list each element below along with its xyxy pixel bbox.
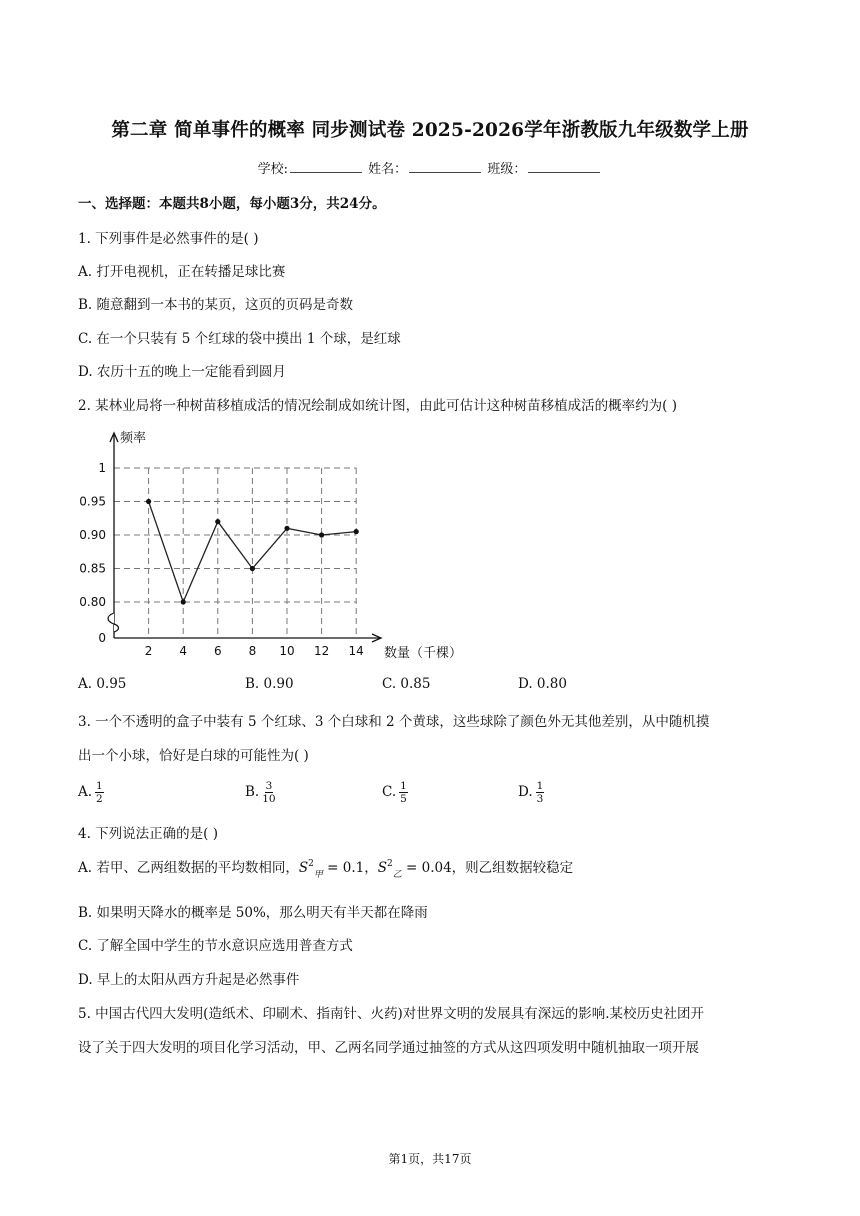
variance-exponent-2: 2	[386, 859, 393, 869]
x-axis-title: 数量（千棵）	[384, 646, 463, 661]
fraction-d-denominator: 3	[536, 793, 544, 805]
x-tick-label-2: 6	[213, 644, 222, 658]
variance-value-2: = 0.04，则乙组数据较稳定	[401, 860, 574, 876]
x-tick-label-4: 10	[279, 644, 295, 658]
question-5-line-2: 设了关于四大发明的项目化学习活动，甲、乙两名同学通过抽签的方式从这四项发明中随机抽取一项开展	[78, 1040, 699, 1056]
fraction-d-numerator: 1	[536, 780, 544, 792]
section-heading: 一、选择题：本题共8小题，每小题3分，共24分。	[78, 196, 386, 212]
y-tick-label-4: 0.80	[79, 595, 106, 609]
question-5-line-1: 5. 中国古代四大发明(造纸术、印刷术、指南针、火药)对世界文明的发展具有深远的影响.某校历史社团开	[78, 1006, 704, 1022]
variance-subscript-1: 甲	[313, 870, 323, 880]
option-d-label: D.	[518, 784, 533, 800]
variance-value-1: = 0.1，	[322, 860, 378, 876]
question-3-stem-line-1: 3. 一个不透明的盒子中装有 5 个红球、3 个白球和 2 个黄球，这些球除了颜色外无其他差别，从中随机摸	[78, 714, 710, 730]
y-axis-title: 频率	[120, 431, 147, 446]
question-4-option-b: B. 如果明天降水的概率是 50%，那么明天有半天都在降雨	[78, 905, 428, 921]
data-point-4	[284, 526, 289, 531]
question-4-option-a	[78, 856, 573, 880]
data-point-3	[250, 566, 255, 571]
question-1-option-c: C. 在一个只装有 5 个红球的袋中摸出 1 个球，是红球	[78, 331, 401, 347]
question-3-stem-line-2: 出一个小球，恰好是白球的可能性为( )	[78, 748, 309, 764]
option-a-text: A. 若甲、乙两组数据的平均数相同，	[78, 860, 299, 876]
question-3-option-a	[78, 780, 104, 805]
x-tick-label-1: 4	[179, 644, 188, 658]
y-tick-label-3: 0.85	[79, 561, 106, 576]
fraction-d	[536, 780, 545, 805]
x-tick-label-3: 8	[248, 644, 257, 658]
fraction-c-numerator: 1	[400, 780, 407, 792]
class-label: 班级：	[487, 162, 527, 177]
school-label: 学校:	[257, 162, 289, 177]
fraction-b-numerator: 3	[265, 780, 273, 792]
data-point-1	[181, 599, 186, 604]
option-a-label: A.	[78, 784, 93, 800]
class-blank	[528, 160, 600, 173]
fraction-b	[262, 780, 275, 805]
variance-symbol-2: S	[377, 860, 387, 876]
option-c-label: C.	[382, 784, 397, 800]
y-tick-label-1: 0.95	[79, 494, 106, 509]
page-footer: 第1页，共17页	[388, 1152, 472, 1166]
name-label: 姓名：	[368, 162, 408, 177]
fraction-c	[399, 780, 408, 805]
y-tick-label-0: 1	[98, 461, 106, 475]
page-title: 第二章 简单事件的概率 同步测试卷 2025-2026学年浙教版九年级数学上册	[111, 120, 749, 141]
option-b-label: B.	[245, 784, 260, 800]
data-point-5	[319, 532, 324, 537]
variance-subscript-2: 乙	[392, 870, 402, 880]
fraction-a-numerator: 1	[96, 780, 103, 792]
data-point-6	[354, 529, 359, 534]
data-point-2	[215, 519, 220, 524]
question-2-option-a: A. 0.95	[78, 676, 127, 692]
data-point-0	[146, 499, 151, 504]
question-4-option-c: C. 了解全国中学生的节水意识应选用普查方式	[78, 938, 353, 954]
frequency-line-chart	[78, 425, 478, 665]
fraction-b-denominator: 10	[262, 793, 276, 805]
question-1-option-d: D. 农历十五的晚上一定能看到圆月	[78, 364, 286, 380]
student-info	[0, 158, 860, 177]
question-3-option-c	[382, 780, 408, 805]
question-2-stem: 2. 某林业局将一种树苗移植成活的情况绘制成如统计图，由此可估计这种树苗移植成活的概率约为( )	[78, 398, 677, 414]
fraction-a-denominator: 2	[96, 793, 103, 805]
question-2-option-b: B. 0.90	[245, 676, 294, 692]
y-tick-label-5: 0	[98, 631, 106, 645]
x-tick-label-6: 14	[348, 644, 364, 658]
y-tick-label-2: 0.90	[79, 528, 106, 542]
school-blank	[290, 160, 362, 173]
question-3-option-b	[245, 780, 276, 805]
question-1-option-a: A. 打开电视机，正在转播足球比赛	[78, 264, 286, 280]
name-blank	[409, 160, 481, 173]
x-tick-label-5: 12	[313, 644, 330, 658]
variance-exponent-1: 2	[308, 859, 314, 869]
question-4-option-d: D. 早上的太阳从西方升起是必然事件	[78, 972, 300, 988]
question-1-option-b: B. 随意翻到一本书的某页，这页的页码是奇数	[78, 297, 354, 313]
axis-break-mark	[108, 613, 119, 632]
question-2-option-d: D. 0.80	[518, 676, 567, 692]
fraction-c-denominator: 5	[400, 793, 407, 805]
question-1-stem: 1. 下列事件是必然事件的是( )	[78, 231, 259, 247]
variance-symbol-1: S	[298, 860, 309, 876]
fraction-a	[95, 780, 104, 805]
question-2-option-c: C. 0.85	[382, 676, 431, 692]
question-4-stem: 4. 下列说法正确的是( )	[78, 826, 218, 842]
question-3-option-d	[518, 780, 544, 805]
x-tick-label-0: 2	[144, 644, 153, 658]
